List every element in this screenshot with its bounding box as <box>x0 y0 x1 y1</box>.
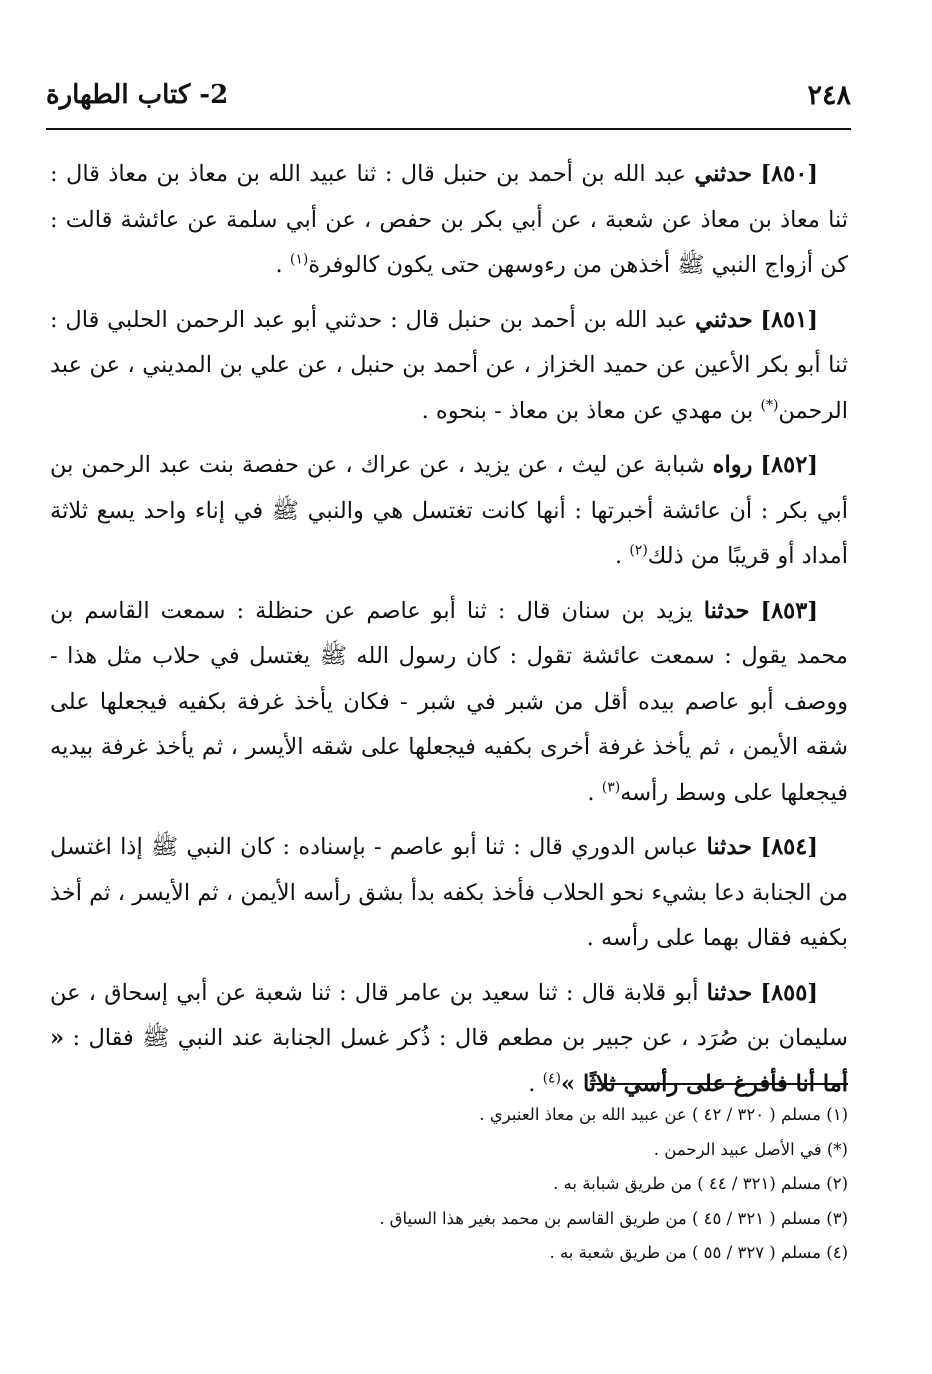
footnote-marker: (٢) <box>629 542 648 559</box>
running-title: 2- كتاب الطهارة <box>46 80 229 110</box>
hadith-851 <box>50 298 848 435</box>
hadith-tail: . <box>275 252 290 278</box>
hadith-tail: . <box>528 1070 543 1097</box>
hadith-verb: حدثنا <box>706 979 753 1006</box>
hadith-text: عبد الله بن أحمد بن حنبل قال : ثنا عبيد الله بن معاذ بن معاذ قال : ثنا معاذ بن معاذ عن شعبة ، عن أبي بكر بن حفص ، عن أبي سلمة عن عائشة قالت : كن أزواج النبي ﷺ أخذهن من رءوسهن حتى يكون كالوفرة <box>50 161 848 278</box>
hadith-854 <box>50 825 848 962</box>
footnote-separator <box>590 1083 848 1085</box>
footnote-star: (*) في الأصل عبيد الرحمن . <box>653 1139 848 1159</box>
footnote-marker: (*) <box>760 397 779 413</box>
footnote-marker: (١) <box>289 251 309 268</box>
hadith-855 <box>50 971 848 1108</box>
hadith-text: شبابة عن ليث ، عن يزيد ، عن عراك ، عن حفصة بنت عبد الرحمن بن أبي بكر : أن عائشة أخبرتها : أنها كانت تغتسل هي والنبي ﷺ في إناء واحد يسع ثلاثة أمداد أو قريبًا من ذلك <box>50 452 848 569</box>
page-header <box>46 80 851 130</box>
footnote-3: (٣) مسلم ( ٣٢١ / ٤٥ ) من طريق القاسم بن محمد بغير هذا السياق . <box>379 1208 848 1228</box>
hadith-text: عباس الدوري قال : ثنا أبو عاصم - بإسناده : كان النبي ﷺ إذا اغتسل من الجنابة دعا بشيء نحو الحلاب فأخذ بكفه بدأ بشق رأسه الأيمن ، ثم الأيسر ، ثم أخذ بكفيه فقال بهما على رأسه . <box>50 834 848 951</box>
hadith-quote: « أما أنا فأفرغ على رأسي ثلاثًا » <box>50 1025 848 1097</box>
page-number: ٢٤٨ <box>807 80 851 111</box>
hadith-verb: حدثني <box>694 161 753 187</box>
hadith-number: [٨٥٣] <box>760 597 819 624</box>
footnote-1: (١) مسلم ( ٣٢٠ / ٤٢ ) عن عبيد الله بن معاذ العنبري . <box>479 1105 848 1124</box>
footnote-2: (٢) مسلم (٣٢١ / ٤٤ ) من طريق شبابة به . <box>553 1174 848 1193</box>
footnote-4: (٤) مسلم ( ٣٢٧ / ٥٥ ) من طريق شعبة به . <box>549 1243 848 1262</box>
hadith-number: [٨٥٢] <box>760 452 818 478</box>
footnotes <box>50 1098 848 1271</box>
hadith-verb: حدثني <box>695 306 753 333</box>
hadith-tail: . <box>615 543 630 569</box>
hadith-number: [٨٥١] <box>760 306 818 333</box>
footnote-marker: (٣) <box>601 779 621 795</box>
hadith-tail: . <box>587 779 602 806</box>
hadith-text: عبد الله بن أحمد بن حنبل قال : حدثني أبو عبد الرحمن الحلبي قال : ثنا أبو بكر الأعين عن حميد الخزاز ، عن أحمد بن حنبل ، عن علي بن المديني ، عن عبد الرحمن <box>50 306 848 424</box>
hadith-list <box>50 152 848 1116</box>
hadith-number: [٨٥٥] <box>760 979 818 1006</box>
hadith-852 <box>50 443 848 580</box>
hadith-text: يزيد بن سنان قال : ثنا أبو عاصم عن حنظلة : سمعت القاسم بن محمد يقول : سمعت عائشة تقول : كان رسول الله ﷺ يغتسل في حلاب مثل هذا - ووصف أبو عاصم بيده أقل من شبر في شبر - فكان يأخذ غرفة بكفيه فيجعلها على شقه الأيمن ، ثم يأخذ غرفة أخرى بكفيه فيجعلها على شقه الأيسر ، ثم يأخذ غرفة بيديه فيجعلها على وسط رأسه <box>50 597 848 806</box>
hadith-tail: بن مهدي عن معاذ بن معاذ - بنحوه . <box>421 397 761 424</box>
hadith-number: [٨٥٤] <box>760 834 819 860</box>
hadith-number: [٨٥٠] <box>760 161 819 187</box>
hadith-853 <box>50 589 848 817</box>
hadith-verb: رواه <box>712 452 753 478</box>
footnote-marker: (٤) <box>542 1070 562 1086</box>
hadith-verb: حدثنا <box>703 597 750 624</box>
hadith-text: أبو قلابة قال : ثنا سعيد بن عامر قال : ثنا شعبة عن أبي إسحاق ، عن سليمان بن صُرَد ، عن جبير بن مطعم قال : ذُكر غسل الجنابة عند النبي ﷺ فقال : <box>50 979 848 1051</box>
hadith-850 <box>50 152 848 289</box>
hadith-verb: حدثنا <box>706 834 753 860</box>
